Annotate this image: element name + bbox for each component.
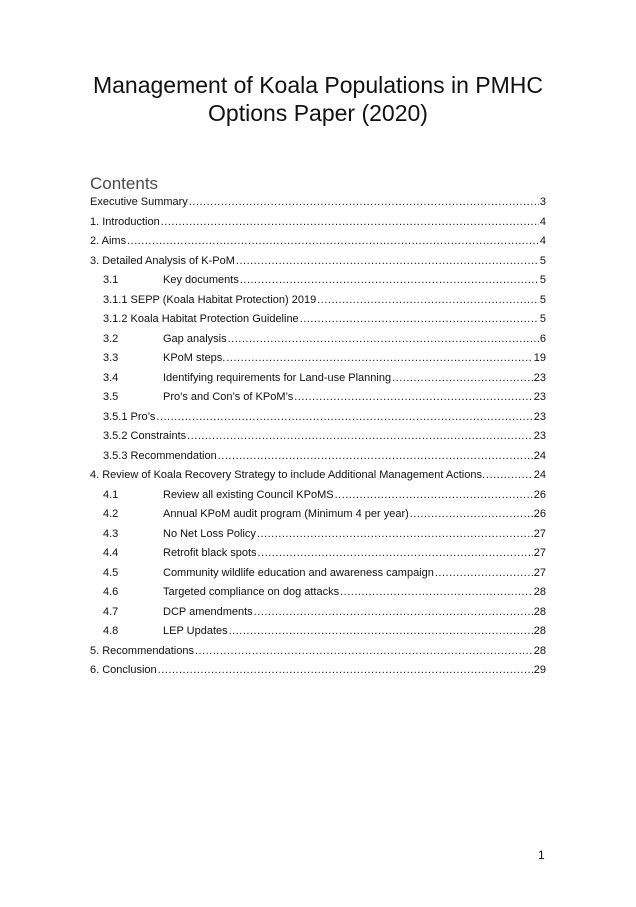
toc-entry-page: 26 (533, 488, 546, 501)
toc-entry[interactable] (90, 622, 546, 642)
toc-entry-number: 4.2 (103, 508, 119, 520)
toc-entry-page: 3 (539, 196, 546, 208)
toc-dot-leader (127, 232, 539, 252)
toc-entry-title: Identifying requirements for Land-use Planning (163, 371, 392, 384)
toc-dot-leader (228, 330, 539, 350)
toc-entry[interactable] (90, 330, 546, 350)
toc-entry[interactable] (90, 642, 546, 662)
toc-entry-number: 3.5 (103, 391, 119, 403)
toc-entry-title: 1. Introduction (90, 215, 160, 228)
toc-dot-leader (335, 486, 533, 506)
toc-entry-page: 28 (533, 605, 546, 618)
toc-entry[interactable] (90, 447, 546, 467)
toc-entry[interactable] (90, 603, 546, 623)
toc-dot-leader (229, 622, 533, 642)
toc-dot-leader (156, 408, 532, 428)
toc-dot-leader (158, 661, 533, 681)
toc-entry-number: 3.4 (103, 371, 119, 384)
toc-entry-page: 5 (539, 274, 546, 286)
toc-entry-title: No Net Loss Policy (163, 527, 256, 540)
toc-dot-leader (435, 564, 533, 584)
toc-entry-page: 6 (539, 332, 546, 345)
toc-dot-leader (161, 213, 539, 233)
toc-entry[interactable] (90, 544, 546, 564)
toc-entry[interactable] (90, 661, 546, 681)
toc-entry-number: 4.7 (103, 605, 119, 618)
toc-entry-title: 3.1.1 SEPP (Koala Habitat Protection) 2019 (103, 293, 317, 306)
toc-entry-title: Annual KPoM audit program (Minimum 4 per year) (163, 508, 409, 520)
toc-entry-title: 4. Review of Koala Recovery Strategy to include Additional Management Actions. (90, 469, 486, 481)
toc-entry-number: 4.8 (103, 625, 119, 637)
toc-entry-page: 23 (533, 371, 546, 384)
toc-entry-title: DCP amendments (163, 605, 253, 618)
toc-entry-page: 23 (533, 430, 546, 442)
toc-entry-title: Retrofit black spots (163, 547, 257, 559)
toc-entry[interactable] (90, 252, 546, 272)
toc-entry-title: Gap analysis (163, 332, 227, 345)
toc-entry-page: 27 (533, 566, 546, 579)
toc-entry[interactable] (90, 310, 546, 330)
toc-entry[interactable] (90, 369, 546, 389)
toc-entry-page: 4 (539, 235, 546, 247)
toc-entry-page: 26 (533, 508, 546, 520)
toc-entry-page: 28 (533, 644, 546, 657)
toc-entry-number: 4.4 (103, 547, 119, 559)
toc-dot-leader (258, 544, 533, 564)
toc-entry-number: 3.3 (103, 352, 119, 364)
toc-dot-leader (240, 271, 539, 291)
toc-entry-title: LEP Updates (163, 625, 228, 637)
page-number: 1 (538, 848, 545, 862)
toc-entry[interactable] (90, 408, 546, 428)
toc-entry-title: Review all existing Council KPoMS (163, 488, 334, 501)
toc-dot-leader (226, 349, 532, 369)
toc-entry-page: 5 (539, 254, 546, 267)
toc-entry-page: 5 (539, 313, 546, 325)
toc-entry[interactable] (90, 213, 546, 233)
toc-entry-number: 3.2 (103, 332, 119, 345)
toc-entry[interactable] (90, 291, 546, 311)
toc-entry-title: Targeted compliance on dog attacks (163, 586, 340, 598)
toc-dot-leader (486, 466, 533, 486)
toc-entry-page: 23 (533, 391, 546, 403)
toc-entry-title: 2. Aims (90, 235, 127, 247)
toc-entry-title: Community wildlife education and awareness campaign (163, 566, 434, 579)
toc-entry-title: Executive Summary (90, 196, 188, 208)
toc-entry-page: 27 (533, 527, 546, 540)
toc-dot-leader (410, 505, 533, 525)
toc-entry[interactable] (90, 466, 546, 486)
toc-dot-leader (189, 193, 539, 213)
toc-dot-leader (236, 252, 539, 272)
toc-dot-leader (257, 525, 533, 545)
toc-dot-leader (187, 427, 533, 447)
toc-entry-title: Pro’s and Con’s of KPoM’s (163, 391, 294, 403)
toc-dot-leader (392, 369, 533, 389)
toc-entry-title: KPoM steps. (163, 352, 226, 364)
toc-entry[interactable] (90, 505, 546, 525)
toc-dot-leader (195, 642, 533, 662)
toc-entry-number: 3.1 (103, 274, 119, 286)
toc-dot-leader (317, 291, 539, 311)
toc-entry-title: 5. Recommendations (90, 644, 194, 657)
toc-entry-page: 19 (533, 352, 546, 364)
toc-entry-page: 5 (539, 293, 546, 306)
toc-entry-number: 4.5 (103, 566, 119, 579)
document-title (0, 71, 636, 127)
toc-entry-number: 4.6 (103, 586, 119, 598)
toc-entry-title: 3.1.2 Koala Habitat Protection Guideline (103, 313, 299, 325)
contents-heading: Contents (90, 174, 159, 193)
table-of-contents (90, 193, 546, 681)
toc-entry[interactable] (90, 525, 546, 545)
title-line-2: Options Paper (2020) (208, 100, 428, 126)
toc-entry-title: 3.5.1 Pro’s (103, 410, 156, 423)
toc-entry-title: 3.5.3 Recommendation (103, 449, 217, 462)
toc-entry-page: 24 (533, 469, 546, 481)
toc-entry-title: 3. Detailed Analysis of K-PoM (90, 254, 235, 267)
toc-entry-page: 4 (539, 215, 546, 228)
toc-entry[interactable] (90, 427, 546, 447)
toc-entry[interactable] (90, 583, 546, 603)
toc-entry-title: 3.5.2 Constraints (103, 430, 187, 442)
toc-entry-page: 23 (533, 410, 546, 423)
toc-entry[interactable] (90, 564, 546, 584)
toc-entry[interactable] (90, 388, 546, 408)
toc-entry-title: Key documents (163, 274, 239, 286)
toc-entry-number: 4.1 (103, 488, 119, 501)
title-line-1: Management of Koala Populations in PMHC (92, 72, 544, 98)
toc-dot-leader (300, 310, 539, 330)
toc-entry-page: 28 (533, 625, 546, 637)
toc-entry[interactable] (90, 193, 546, 213)
toc-entry[interactable] (90, 486, 546, 506)
toc-dot-leader (340, 583, 533, 603)
toc-entry[interactable] (90, 349, 546, 369)
toc-entry[interactable] (90, 232, 546, 252)
toc-entry-page: 28 (533, 586, 546, 598)
toc-entry-page: 24 (533, 449, 546, 462)
toc-dot-leader (218, 447, 533, 467)
toc-entry-page: 29 (533, 664, 546, 676)
toc-entry-number: 4.3 (103, 527, 119, 540)
toc-entry-title: 6. Conclusion (90, 664, 157, 676)
toc-entry-page: 27 (533, 547, 546, 559)
toc-entry[interactable] (90, 271, 546, 291)
toc-dot-leader (294, 388, 533, 408)
toc-dot-leader (254, 603, 533, 623)
